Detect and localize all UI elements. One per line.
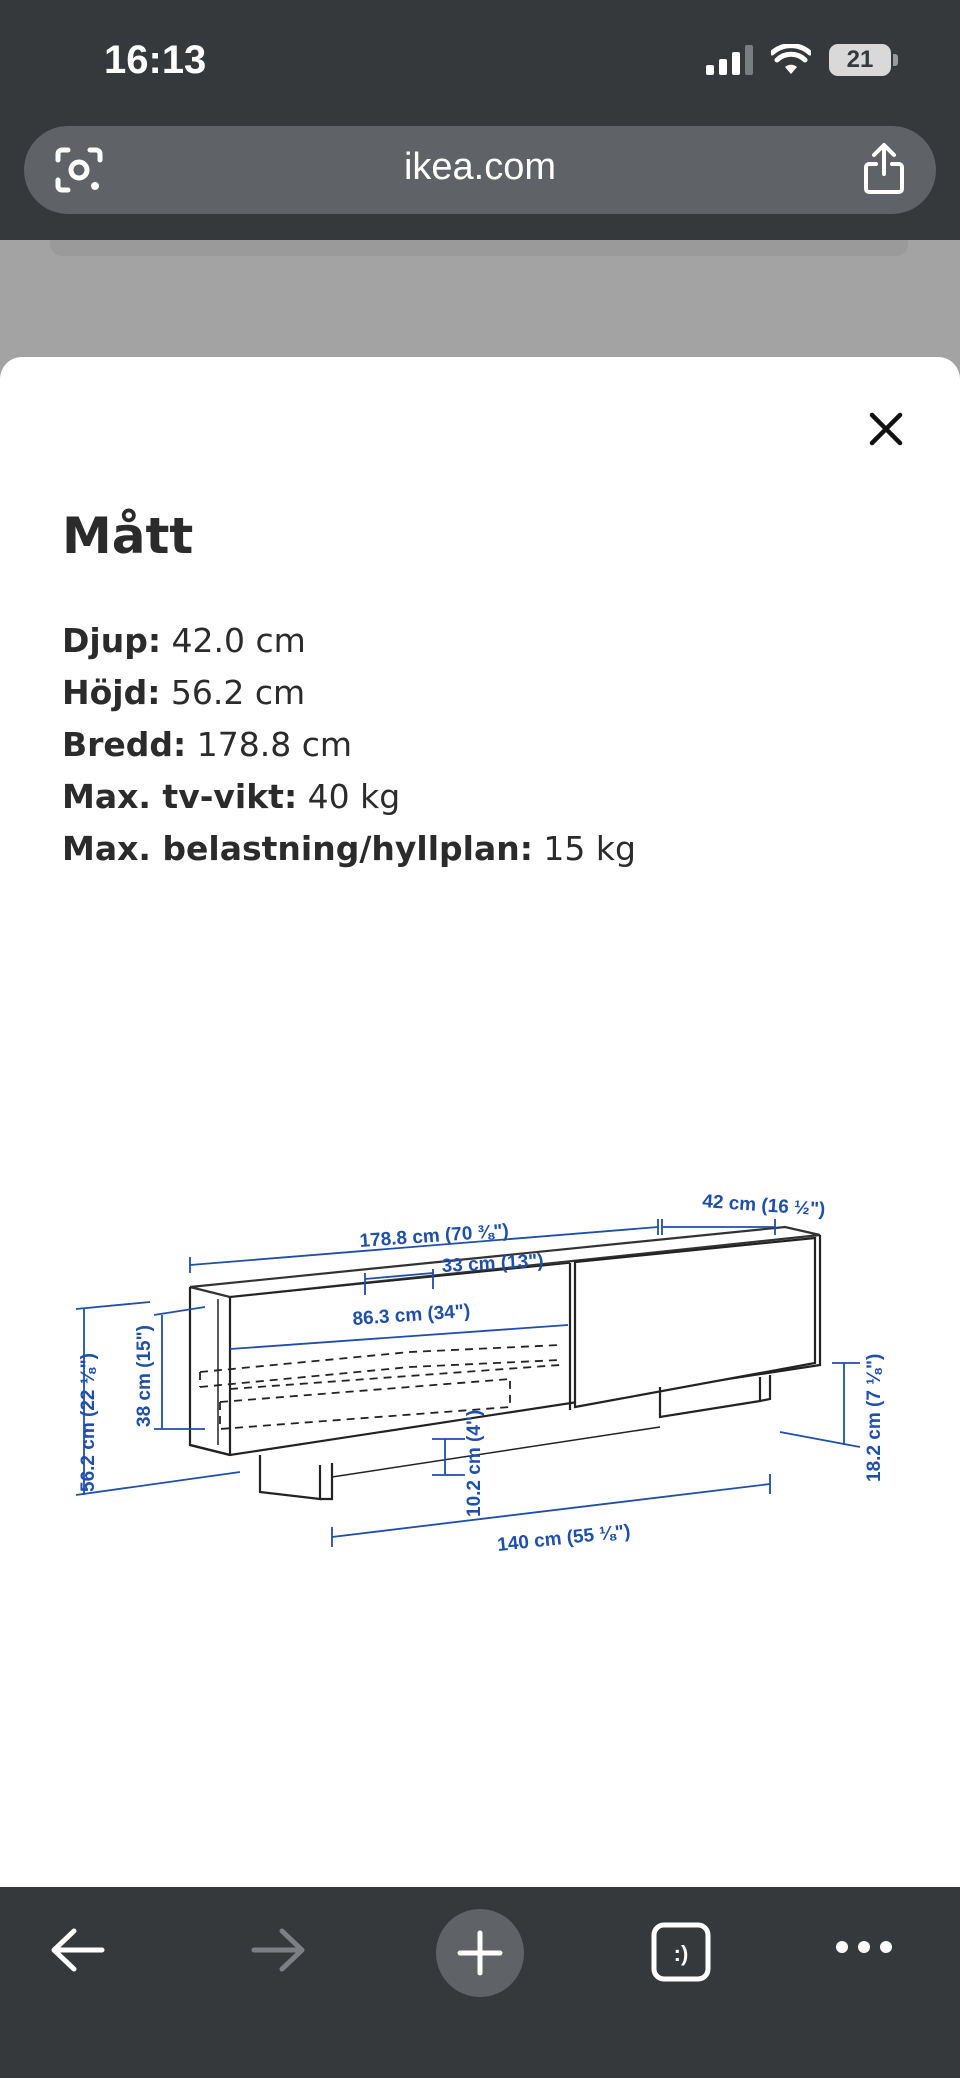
battery-level: 21	[829, 44, 891, 76]
spec-value: 40 kg	[307, 777, 401, 816]
dim-label-inner-height: 38 cm (15")	[134, 1325, 155, 1427]
more-options-icon[interactable]	[834, 1937, 894, 1957]
modal-title: Mått	[62, 507, 194, 565]
close-icon[interactable]	[866, 409, 906, 449]
status-icons	[706, 44, 898, 76]
dim-label-door-height: 18.2 cm (7 ⅛")	[864, 1353, 885, 1482]
signal-icon	[706, 45, 753, 75]
back-arrow-icon[interactable]	[48, 1923, 108, 1977]
address-bar[interactable]	[24, 126, 936, 214]
spec-label: Djup:	[62, 621, 162, 660]
plus-icon	[436, 1909, 524, 1997]
spec-row	[62, 667, 636, 719]
background-card	[50, 240, 908, 256]
spec-label: Höjd:	[62, 673, 161, 712]
spec-label: Max. tv-vikt:	[62, 777, 298, 816]
spec-label: Max. belastning/hyllplan:	[62, 829, 533, 868]
wifi-icon	[771, 44, 811, 76]
dimension-diagram	[70, 1127, 900, 1567]
share-icon[interactable]	[862, 142, 906, 196]
spec-row	[62, 823, 636, 875]
browser-toolbar	[0, 120, 960, 240]
background-page	[0, 240, 960, 360]
spec-value: 56.2 cm	[170, 673, 306, 712]
status-time: 16:13	[104, 38, 207, 82]
spec-row	[62, 615, 636, 667]
forward-arrow-icon[interactable]	[248, 1923, 308, 1977]
dim-label-total-height: 56.2 cm (22 ⅛")	[78, 1353, 99, 1492]
url-text[interactable]: ikea.com	[403, 146, 557, 188]
status-bar	[0, 0, 960, 120]
spec-row	[62, 719, 636, 771]
new-tab-button[interactable]	[436, 1909, 524, 1997]
spec-label: Bredd:	[62, 725, 187, 764]
dim-label-leg-height: 10.2 cm (4")	[464, 1409, 485, 1517]
spec-row	[62, 771, 636, 823]
dim-label-depth: 42 cm (16 ½")	[701, 1191, 826, 1221]
dimensions-modal	[0, 357, 960, 1887]
svg-text::): :)	[673, 1941, 689, 1966]
spec-value: 42.0 cm	[171, 621, 306, 660]
spec-value: 15 kg	[543, 829, 636, 868]
tabs-icon[interactable]	[650, 1921, 712, 1983]
dim-label-leg-spacing: 140 cm (55 ⅛")	[496, 1521, 632, 1556]
bottom-toolbar	[0, 1887, 960, 2078]
dim-label-width: 178.8 cm (70 ⅜")	[358, 1220, 510, 1252]
spec-list	[62, 615, 636, 875]
dim-label-compartment-depth: 33 cm (13")	[441, 1250, 545, 1277]
spec-value: 178.8 cm	[196, 725, 353, 764]
dim-label-compartment-width: 86.3 cm (34")	[351, 1300, 471, 1330]
battery-icon	[829, 44, 898, 76]
